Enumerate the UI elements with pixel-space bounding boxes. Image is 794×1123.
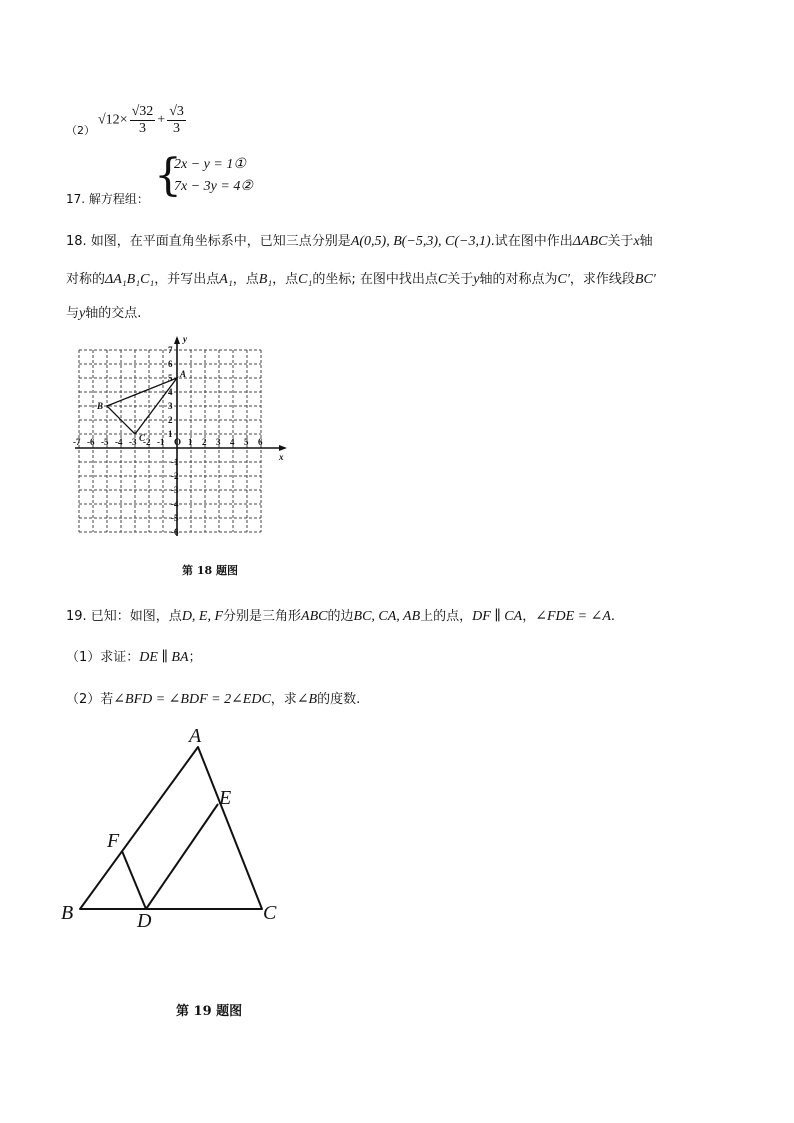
text: . [610, 609, 616, 624]
point-label-c: C [139, 433, 146, 443]
expression [98, 104, 188, 137]
text: ； [188, 650, 202, 665]
system-brace: { [154, 150, 182, 201]
text: 与 [66, 306, 80, 321]
text: 关于 [447, 272, 474, 287]
q17 [66, 152, 366, 208]
expression: ∠BFD = ∠BDF = 2∠EDC [113, 692, 271, 707]
x-tick-label: -6 [87, 437, 95, 447]
var-y: y [473, 272, 480, 287]
point-b1: B₁ [258, 272, 273, 287]
x-tick-label: -1 [157, 437, 165, 447]
y-tick-label: -3 [171, 485, 179, 495]
x-axis-arrow [279, 445, 287, 451]
vertex-a: A [189, 725, 202, 747]
triangle-abc-outline [80, 747, 262, 909]
triangle-figure [55, 720, 295, 940]
frac2-den: 3 [173, 121, 181, 136]
q18-line3 [66, 302, 141, 322]
x-tick-label: 5 [244, 437, 249, 447]
frac2-num: √3 [169, 104, 184, 119]
text: ，并写出点 [154, 272, 220, 287]
y-tick-label: -2 [171, 471, 179, 481]
expression: DE ∥ BA [139, 650, 189, 665]
x-tick-label: -2 [143, 437, 151, 447]
triangle-a1b1c1: ΔA₁B₁C₁ [105, 272, 155, 287]
fraction-1 [130, 104, 156, 137]
segment-de [146, 804, 218, 909]
point-a1: A₁ [219, 272, 233, 287]
sides: BC, CA, AB [353, 609, 421, 624]
point-c1: C₁ [298, 272, 313, 287]
y-tick-label: 3 [168, 401, 173, 411]
figure-18-caption: 第 18 题图 [182, 564, 238, 577]
y-tick-label: 1 [168, 429, 173, 439]
y-tick-label: -4 [171, 499, 179, 509]
segment-bc-prime: BC′ [634, 272, 656, 287]
x-tick-label: O [174, 437, 182, 447]
text: 的边 [327, 609, 354, 624]
text: 轴的交点. [85, 306, 142, 321]
frac1-den: 3 [138, 121, 146, 136]
x-axis-label: x [279, 452, 284, 462]
x-tick-label: 4 [230, 437, 235, 447]
angle-condition: ∠FDE = ∠A [535, 609, 611, 624]
text: ，点 [272, 272, 299, 287]
coordinate-grid-figure [70, 335, 310, 555]
text: 的坐标; 在图中找出点 [312, 272, 438, 287]
sqrt12: √12 [98, 112, 120, 128]
text: （2）若 [66, 692, 114, 707]
text: 19. 已知：如图，点 [66, 609, 182, 624]
text: （1）求证： [66, 650, 140, 665]
points-def: D, E, F [181, 609, 224, 624]
figure-19-caption: 第 19 题图 [176, 1004, 243, 1019]
y-tick-label: -1 [171, 457, 179, 467]
equation-2: 7x − 3y = 4② [174, 179, 253, 194]
y-tick-label: 5 [168, 373, 173, 383]
y-tick-label: 7 [168, 345, 173, 355]
text: 上的点， [420, 609, 473, 624]
y-axis-arrow [174, 336, 180, 344]
q17-label: 17. 解方程组： [66, 192, 149, 206]
plus-sign: + [157, 112, 166, 128]
x-tick-label: -4 [115, 437, 123, 447]
part-label: （2） [66, 124, 95, 137]
points-abc: A(0,5), B(−5,3), C(−3,1) [350, 234, 491, 249]
point-c-prime: C′ [557, 272, 570, 287]
text: ，求 [270, 692, 297, 707]
text: .试在图中作出 [490, 234, 573, 249]
var-x: x [633, 234, 640, 249]
text: 对称的 [66, 272, 106, 287]
vertex-f: F [107, 830, 120, 852]
triangle-abc: ABC [301, 609, 328, 624]
text: 关于 [607, 234, 634, 249]
var-y: y [79, 306, 86, 321]
point-label-a: A [180, 369, 187, 379]
y-tick-label: 2 [168, 415, 173, 425]
y-axis-label: y [183, 335, 187, 344]
text: ，点 [232, 272, 259, 287]
x-tick-label: 1 [188, 437, 193, 447]
q19-part2 [66, 688, 360, 708]
q18-line2 [66, 268, 656, 288]
y-tick-label: 4 [168, 387, 173, 397]
parallel-condition: DF ∥ CA [472, 609, 523, 624]
segment-df [122, 851, 146, 909]
text: 轴的对称点为 [479, 272, 558, 287]
x-tick-label: -3 [129, 437, 137, 447]
text: ，求作线段 [569, 272, 635, 287]
q19-part1 [66, 646, 202, 666]
x-tick-label: 2 [202, 437, 207, 447]
x-tick-label: -5 [101, 437, 109, 447]
vertex-d: D [137, 910, 152, 932]
x-tick-label: 6 [258, 437, 263, 447]
fraction-2 [167, 104, 186, 137]
y-tick-label: 6 [168, 359, 173, 369]
y-tick-label: -6 [171, 527, 179, 537]
vertex-b: B [61, 902, 74, 924]
text: 18. 如图，在平面直角坐标系中，已知三点分别是 [66, 234, 351, 249]
x-tick-label: -7 [73, 437, 81, 447]
frac1-num: √32 [131, 104, 154, 119]
point-c: C [437, 272, 448, 287]
vertex-e: E [219, 787, 232, 809]
point-label-b: B [97, 401, 104, 411]
angle-b: ∠B [296, 692, 318, 707]
triangle-abc: ΔABC [572, 234, 608, 249]
text: 分别是三角形 [223, 609, 302, 624]
vertex-c: C [263, 902, 277, 924]
q19-line1 [66, 605, 615, 625]
text: 轴 [639, 234, 653, 249]
y-tick-label: -5 [171, 513, 179, 523]
q18-line1 [66, 230, 653, 250]
text: 的度数. [317, 692, 361, 707]
equation-1: 2x − y = 1① [174, 157, 246, 172]
x-tick-label: 3 [216, 437, 221, 447]
text: ， [522, 609, 536, 624]
times-sign: × [119, 112, 128, 128]
